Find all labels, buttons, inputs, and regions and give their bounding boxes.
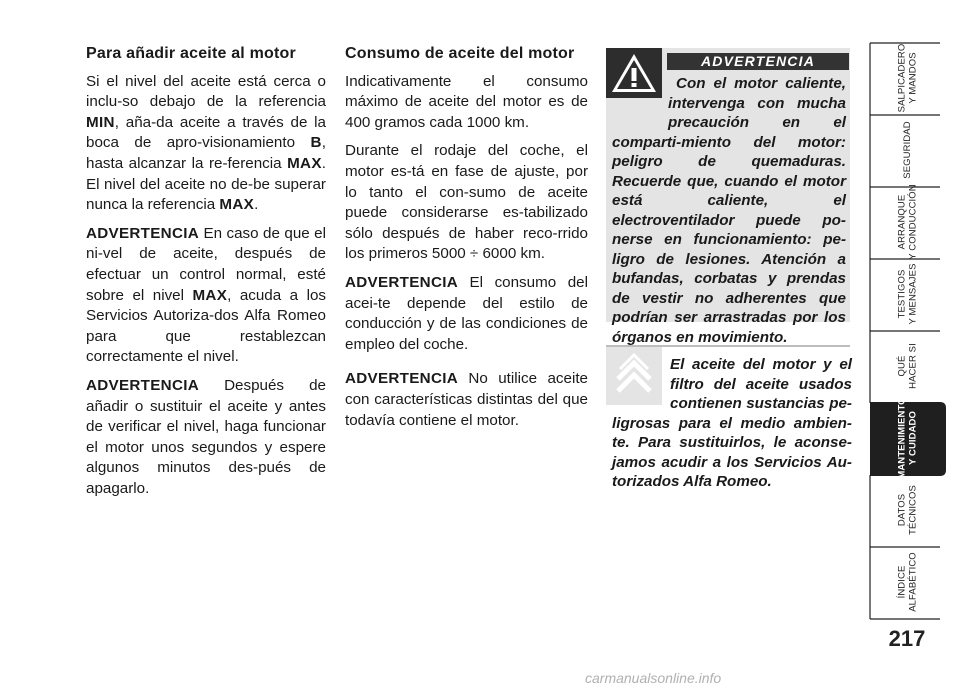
warning-lead: ADVERTENCIA <box>86 376 199 394</box>
column-middle <box>345 44 588 439</box>
column-left <box>86 44 326 507</box>
tab-seguridad[interactable]: SEGURIDAD <box>868 114 946 186</box>
environment-note-box <box>606 345 850 495</box>
paragraph-warning-level: ADVERTENCIA En caso de que el ni-vel de aceite, después de efectuar un control normal, esté sobre el nivel MAX, acuda a los Servicios Autoriza-dos Alfa Romeo para que restablezcan correctamente el nivel. <box>86 224 326 366</box>
tab-mantenimiento-active[interactable]: MANTENIMIENTO Y CUIDADO <box>868 402 946 474</box>
paragraph-consumption: Indicativamente el consumo máximo de aceite del motor es de 400 gramos cada 1000 km. <box>345 72 588 131</box>
section-heading-add-oil: Para añadir aceite al motor <box>86 45 296 62</box>
environment-note-text: El aceite del motor y el filtro del aceite usados contienen sustancias pe-ligrosas para el medio ambien-te. Para sustituirlos, le aconse-jamos acudir a los Servicios Au-torizados Alfa Romeo. <box>612 356 852 490</box>
warning-lead: ADVERTENCIA <box>345 370 458 388</box>
watermark: carmanualsonline.info <box>585 670 722 686</box>
paragraph-warning-after-adding: ADVERTENCIA Después de añadir o sustituir el aceite y antes de verificar el nivel, haga funcionar el motor unos segundos y espere algunos minutos des-pués de apagarlo. <box>86 376 326 497</box>
paragraph-add-oil: Si el nivel del aceite está cerca o inclu-so debajo de la referencia MIN, aña-da aceite a través de la boca de apro-visionamiento B, hasta alcanzar la re-ferencia MAX. El nivel del aceite no de-be superar nunca la referencia MAX. <box>86 72 326 214</box>
chapter-tabs <box>868 0 960 692</box>
tab-salpicadero[interactable]: SALPICADERO Y MANDOS <box>868 42 946 114</box>
section-heading-oil-consumption: Consumo de aceite del motor <box>345 45 575 62</box>
paragraph-running-in: Durante el rodaje del coche, el motor es-tá en fase de ajuste, por lo tanto el con-sumo de aceite puede considerarse es-tabilizado sólo después de haber reco-rrido los primeros 5000 ÷ 6000 km. <box>345 142 588 263</box>
page-number: 217 <box>888 626 926 651</box>
tab-que-hacer-si[interactable]: QUÉ HACER SI <box>896 343 918 389</box>
warning-title: ADVERTENCIA <box>667 53 849 70</box>
warning-text: Con el motor caliente, intervenga con mucha precaución en el comparti-miento del motor: peligro de quemaduras. Recuerde que, cuando el motor está caliente, el electroventilador puede po-nerse en funcionamiento: pe-ligro de lesiones. Atención a bufandas, corbatas y prendas de vestir no adherentes que podrían ser arrastradas por los órganos en movimiento. <box>612 75 846 346</box>
tab-arranque[interactable]: ARRANQUE Y CONDUCCIÓN <box>868 186 946 258</box>
tab-datos-tecnicos[interactable]: DATOS TÉCNICOS <box>868 474 946 546</box>
warning-lead: ADVERTENCIA <box>345 273 458 291</box>
tab-testigos[interactable]: TESTIGOS Y MENSAJES <box>868 258 946 330</box>
tab-indice-alfabetico[interactable]: ÍNDICE ALFABÉTICO <box>868 546 946 618</box>
warning-lead: ADVERTENCIA <box>86 224 199 242</box>
paragraph-warning-oil-type: ADVERTENCIA No utilice aceite con características distintas del que todavía contiene el motor. <box>345 370 588 429</box>
paragraph-warning-consumption: ADVERTENCIA El consumo del acei-te depende del estilo de conducción y de las condiciones de empleo del coche. <box>345 273 588 353</box>
warning-box <box>606 48 850 346</box>
